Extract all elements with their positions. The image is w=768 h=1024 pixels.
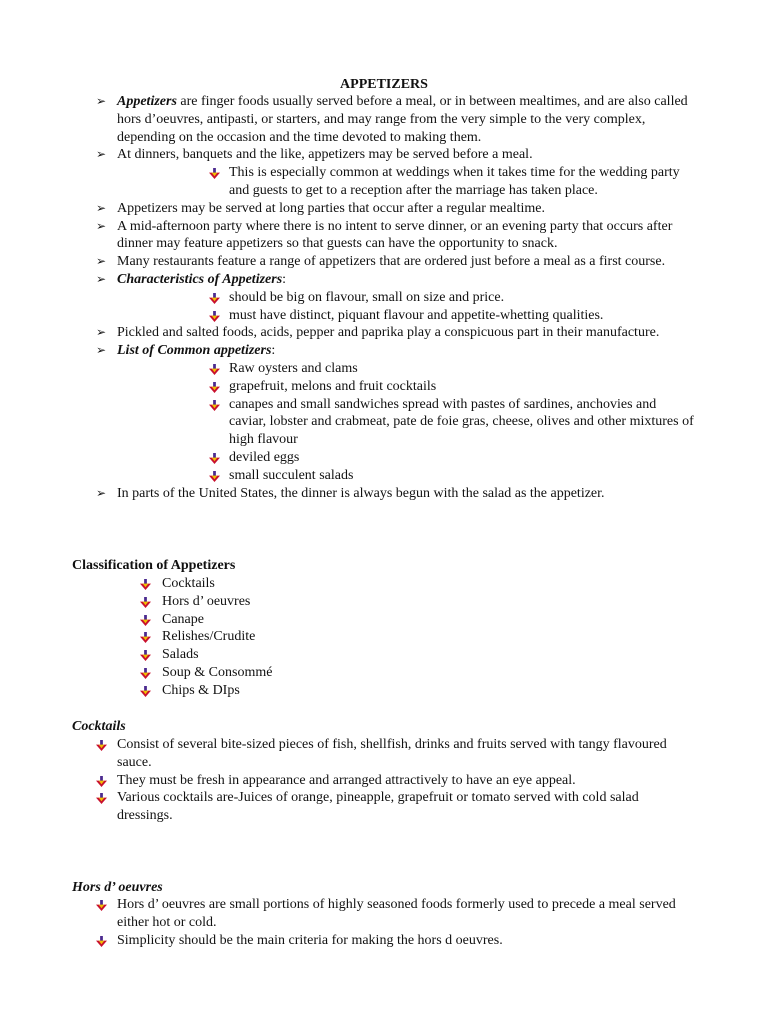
down-arrow-bullet-icon (209, 471, 220, 482)
list-item: Canape (140, 611, 272, 629)
sub-list-item: should be big on flavour, small on size and price. (209, 289, 696, 307)
down-arrow-bullet-icon (209, 382, 220, 393)
down-arrow-bullet-icon (209, 168, 220, 179)
sub-list-item: small succulent salads (209, 467, 696, 485)
page-title: APPETIZERS (340, 77, 428, 92)
down-arrow-bullet-icon (140, 597, 151, 608)
arrowhead-icon: ➢ (96, 218, 107, 233)
hors-doeuvres-heading: Hors d’ oeuvres (72, 880, 163, 895)
sub-list (117, 289, 696, 325)
sub-list-item: must have distinct, piquant flavour and appetite-whetting qualities. (209, 307, 696, 325)
list-item: Various cocktails are-Juices of orange, pineapple, grapefruit or tomato served with cold salad dressings. (96, 789, 696, 825)
arrowhead-icon: ➢ (96, 94, 107, 108)
classification-list (140, 575, 272, 700)
cocktails-heading: Cocktails (72, 719, 126, 734)
list-item: ➢ Appetizers are finger foods usually served before a meal, or in between mealtimes, and are also called hors d’oeuvres, antipasti, or starters, and may range from the very simple to the very complex, depending on the occasion and the time devoted to making them. (96, 94, 688, 145)
sub-list (117, 360, 696, 485)
list-item: Salads (140, 646, 272, 664)
list-item: ➢ Characteristics of Appetizers: should be big on flavour, small on size and price. must have distinct, piquant flavour and appetite-whetting qualities. (96, 271, 696, 324)
down-arrow-bullet-icon (209, 293, 220, 304)
list-item: Cocktails (140, 575, 272, 593)
down-arrow-bullet-icon (140, 579, 151, 590)
down-arrow-bullet-icon (96, 740, 107, 751)
list-item: ➢ List of Common appetizers: Raw oysters and clams grapefruit, melons and fruit cocktails canapes and small sandwiches spread with pastes of sardines, anchovies and caviar, lobster and crabmeat, pate de foie gras, cheese, olives and other mixtures of high flavour deviled eggs small succulent salads (96, 342, 696, 484)
list-item: ➢ Appetizers may be served at long parties that occur after a regular mealtime. (96, 200, 545, 216)
list-item: ➢ A mid-afternoon party where there is no intent to serve dinner, or an evening party that occurs after dinner may feature appetizers so that guests can have the opportunity to snack. (96, 218, 673, 252)
down-arrow-bullet-icon (140, 650, 151, 661)
down-arrow-bullet-icon (140, 668, 151, 679)
cocktails-list (96, 736, 696, 825)
sub-list-item: deviled eggs (209, 449, 696, 467)
down-arrow-bullet-icon (96, 900, 107, 911)
list-item: They must be fresh in appearance and arranged attractively to have an eye appeal. (96, 772, 696, 790)
term-common-appetizers: List of Common appetizers (117, 343, 272, 359)
down-arrow-bullet-icon (209, 453, 220, 464)
sub-list-item: Raw oysters and clams (209, 360, 696, 378)
down-arrow-bullet-icon (209, 400, 220, 411)
down-arrow-bullet-icon (96, 793, 107, 804)
list-item: ➢ Pickled and salted foods, acids, pepper and paprika play a conspicuous part in their manufacture. (96, 325, 660, 341)
list-item: ➢ At dinners, banquets and the like, appetizers may be served before a meal. This is especially common at weddings when it takes time for the wedding party and guests to get to a reception after the marriage has taken place. (96, 146, 696, 199)
list-item: Simplicity should be the main criteria for making the hors d oeuvres. (96, 932, 696, 950)
list-item: Chips & DIps (140, 682, 272, 700)
sub-list-item: This is especially common at weddings when it takes time for the wedding party and guests to get to a reception after the marriage has taken place. (209, 164, 696, 200)
classification-heading: Classification of Appetizers (72, 558, 236, 573)
arrowhead-icon: ➢ (96, 147, 107, 162)
down-arrow-bullet-icon (96, 776, 107, 787)
down-arrow-bullet-icon (140, 632, 151, 643)
sub-list (117, 164, 696, 200)
down-arrow-bullet-icon (209, 311, 220, 322)
hors-doeuvres-list (96, 896, 696, 949)
intro-list (96, 93, 696, 502)
list-item: Consist of several bite-sized pieces of fish, shellfish, drinks and fruits served with tangy flavoured sauce. (96, 736, 696, 772)
arrowhead-icon: ➢ (96, 254, 107, 269)
arrowhead-icon: ➢ (96, 343, 107, 358)
list-item: Hors d’ oeuvres (140, 593, 272, 611)
down-arrow-bullet-icon (140, 615, 151, 626)
down-arrow-bullet-icon (209, 364, 220, 375)
list-item: ➢ Many restaurants feature a range of appetizers that are ordered just before a meal as a first course. (96, 254, 666, 270)
list-item: ➢ In parts of the United States, the dinner is always begun with the salad as the appetizer. (96, 485, 605, 501)
down-arrow-bullet-icon (96, 936, 107, 947)
list-item: Soup & Consommé (140, 664, 272, 682)
arrowhead-icon: ➢ (96, 325, 107, 340)
term-appetizers: Appetizers (117, 94, 177, 109)
sub-list-item: canapes and small sandwiches spread with pastes of sardines, anchovies and caviar, lobster and crabmeat, pate de foie gras, cheese, olives and other mixtures of high flavour (209, 396, 696, 449)
arrowhead-icon: ➢ (96, 200, 107, 215)
list-item: Hors d’ oeuvres are small portions of highly seasoned foods formerly used to precede a meal served either hot or cold. (96, 896, 696, 932)
list-item: Relishes/Crudite (140, 628, 272, 646)
arrowhead-icon: ➢ (96, 271, 107, 286)
sub-list-item: grapefruit, melons and fruit cocktails (209, 378, 696, 396)
term-characteristics: Characteristics of Appetizers (117, 271, 283, 287)
down-arrow-bullet-icon (140, 686, 151, 697)
arrowhead-icon: ➢ (96, 485, 107, 500)
